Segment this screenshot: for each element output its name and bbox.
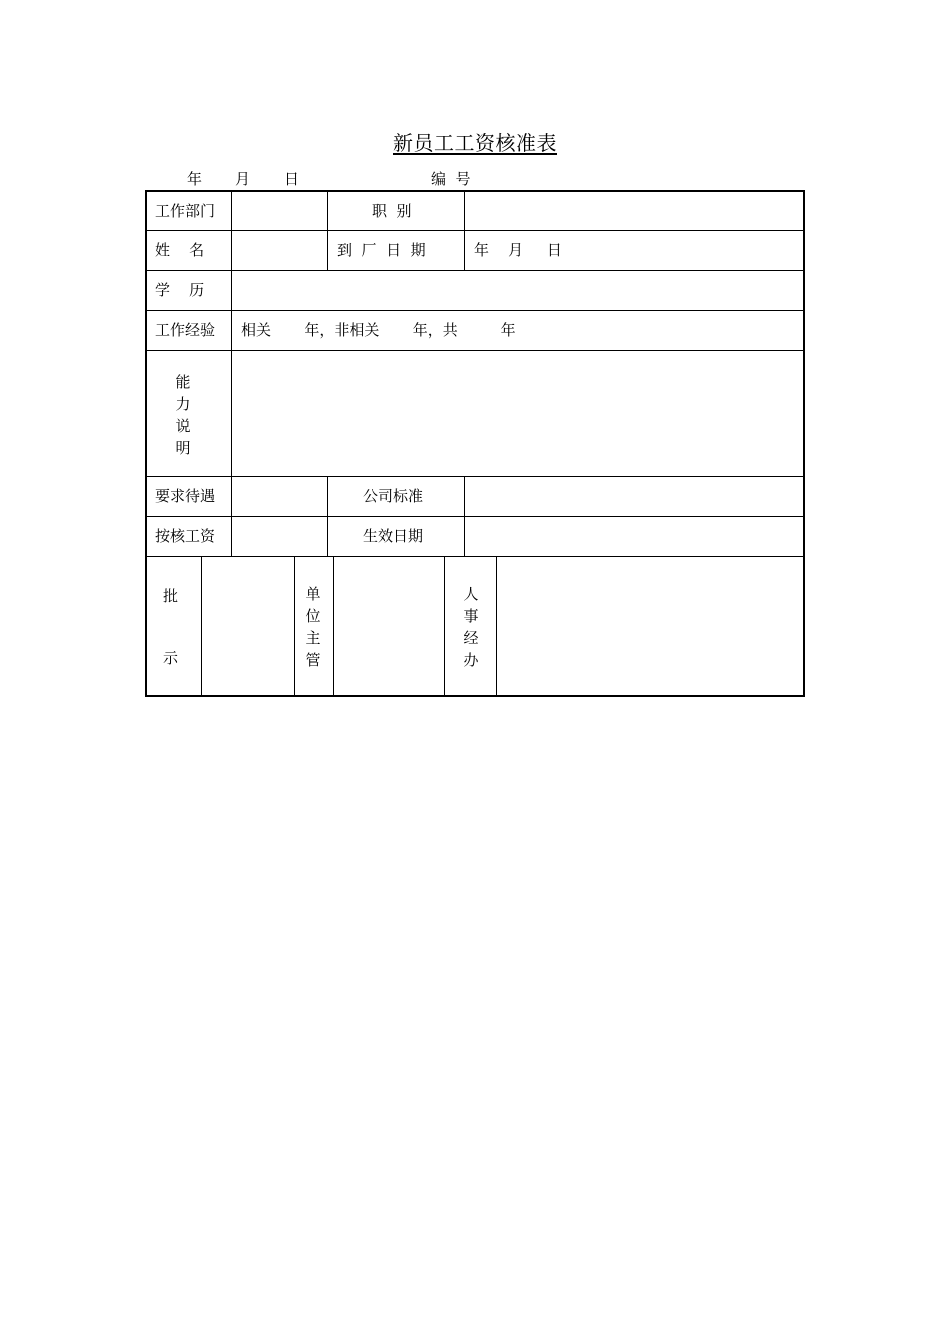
position-field[interactable] (465, 192, 803, 230)
join-date-field[interactable]: 年 月 日 (474, 241, 562, 259)
approve-field[interactable] (202, 557, 294, 697)
experience-label: 工作经验 (155, 321, 216, 339)
position-label: 职 别 (372, 202, 412, 220)
approved-pay-field[interactable] (232, 517, 327, 556)
approved-pay-label: 按核工资 (155, 527, 216, 545)
ability-field[interactable] (232, 351, 803, 476)
header-month: 月 (235, 170, 251, 188)
salary-approval-table (145, 190, 805, 697)
company-standard-field[interactable] (465, 477, 803, 516)
hr-field[interactable] (497, 557, 803, 697)
dept-field[interactable] (232, 192, 327, 230)
approve-label-2: 示 (163, 649, 179, 667)
hr-label: 人 事 经 办 (463, 585, 479, 669)
education-field[interactable] (232, 271, 803, 310)
education-label: 学 历 (155, 281, 205, 299)
join-date-label: 到 厂 日 期 (337, 241, 426, 259)
supervisor-label: 单 位 主 管 (305, 585, 321, 669)
company-standard-label: 公司标准 (363, 487, 424, 505)
name-label: 姓 名 (155, 241, 205, 259)
header-serial: 编 号 (431, 170, 471, 188)
page-title: 新员工工资核准表 (393, 131, 557, 155)
effective-date-field[interactable] (465, 517, 803, 556)
supervisor-field[interactable] (334, 557, 444, 697)
ability-label: 能 力 说 明 (175, 373, 191, 457)
expected-pay-field[interactable] (232, 477, 327, 516)
experience-field[interactable]: 相关 年，非相关 年，共 年 (241, 321, 516, 339)
name-field[interactable] (232, 231, 327, 270)
dept-label: 工作部门 (155, 202, 216, 220)
expected-pay-label: 要求待遇 (155, 487, 216, 505)
effective-date-label: 生效日期 (363, 527, 424, 545)
approve-label-1: 批 (163, 587, 179, 605)
header-year: 年 (187, 170, 203, 188)
header-day: 日 (284, 170, 300, 188)
